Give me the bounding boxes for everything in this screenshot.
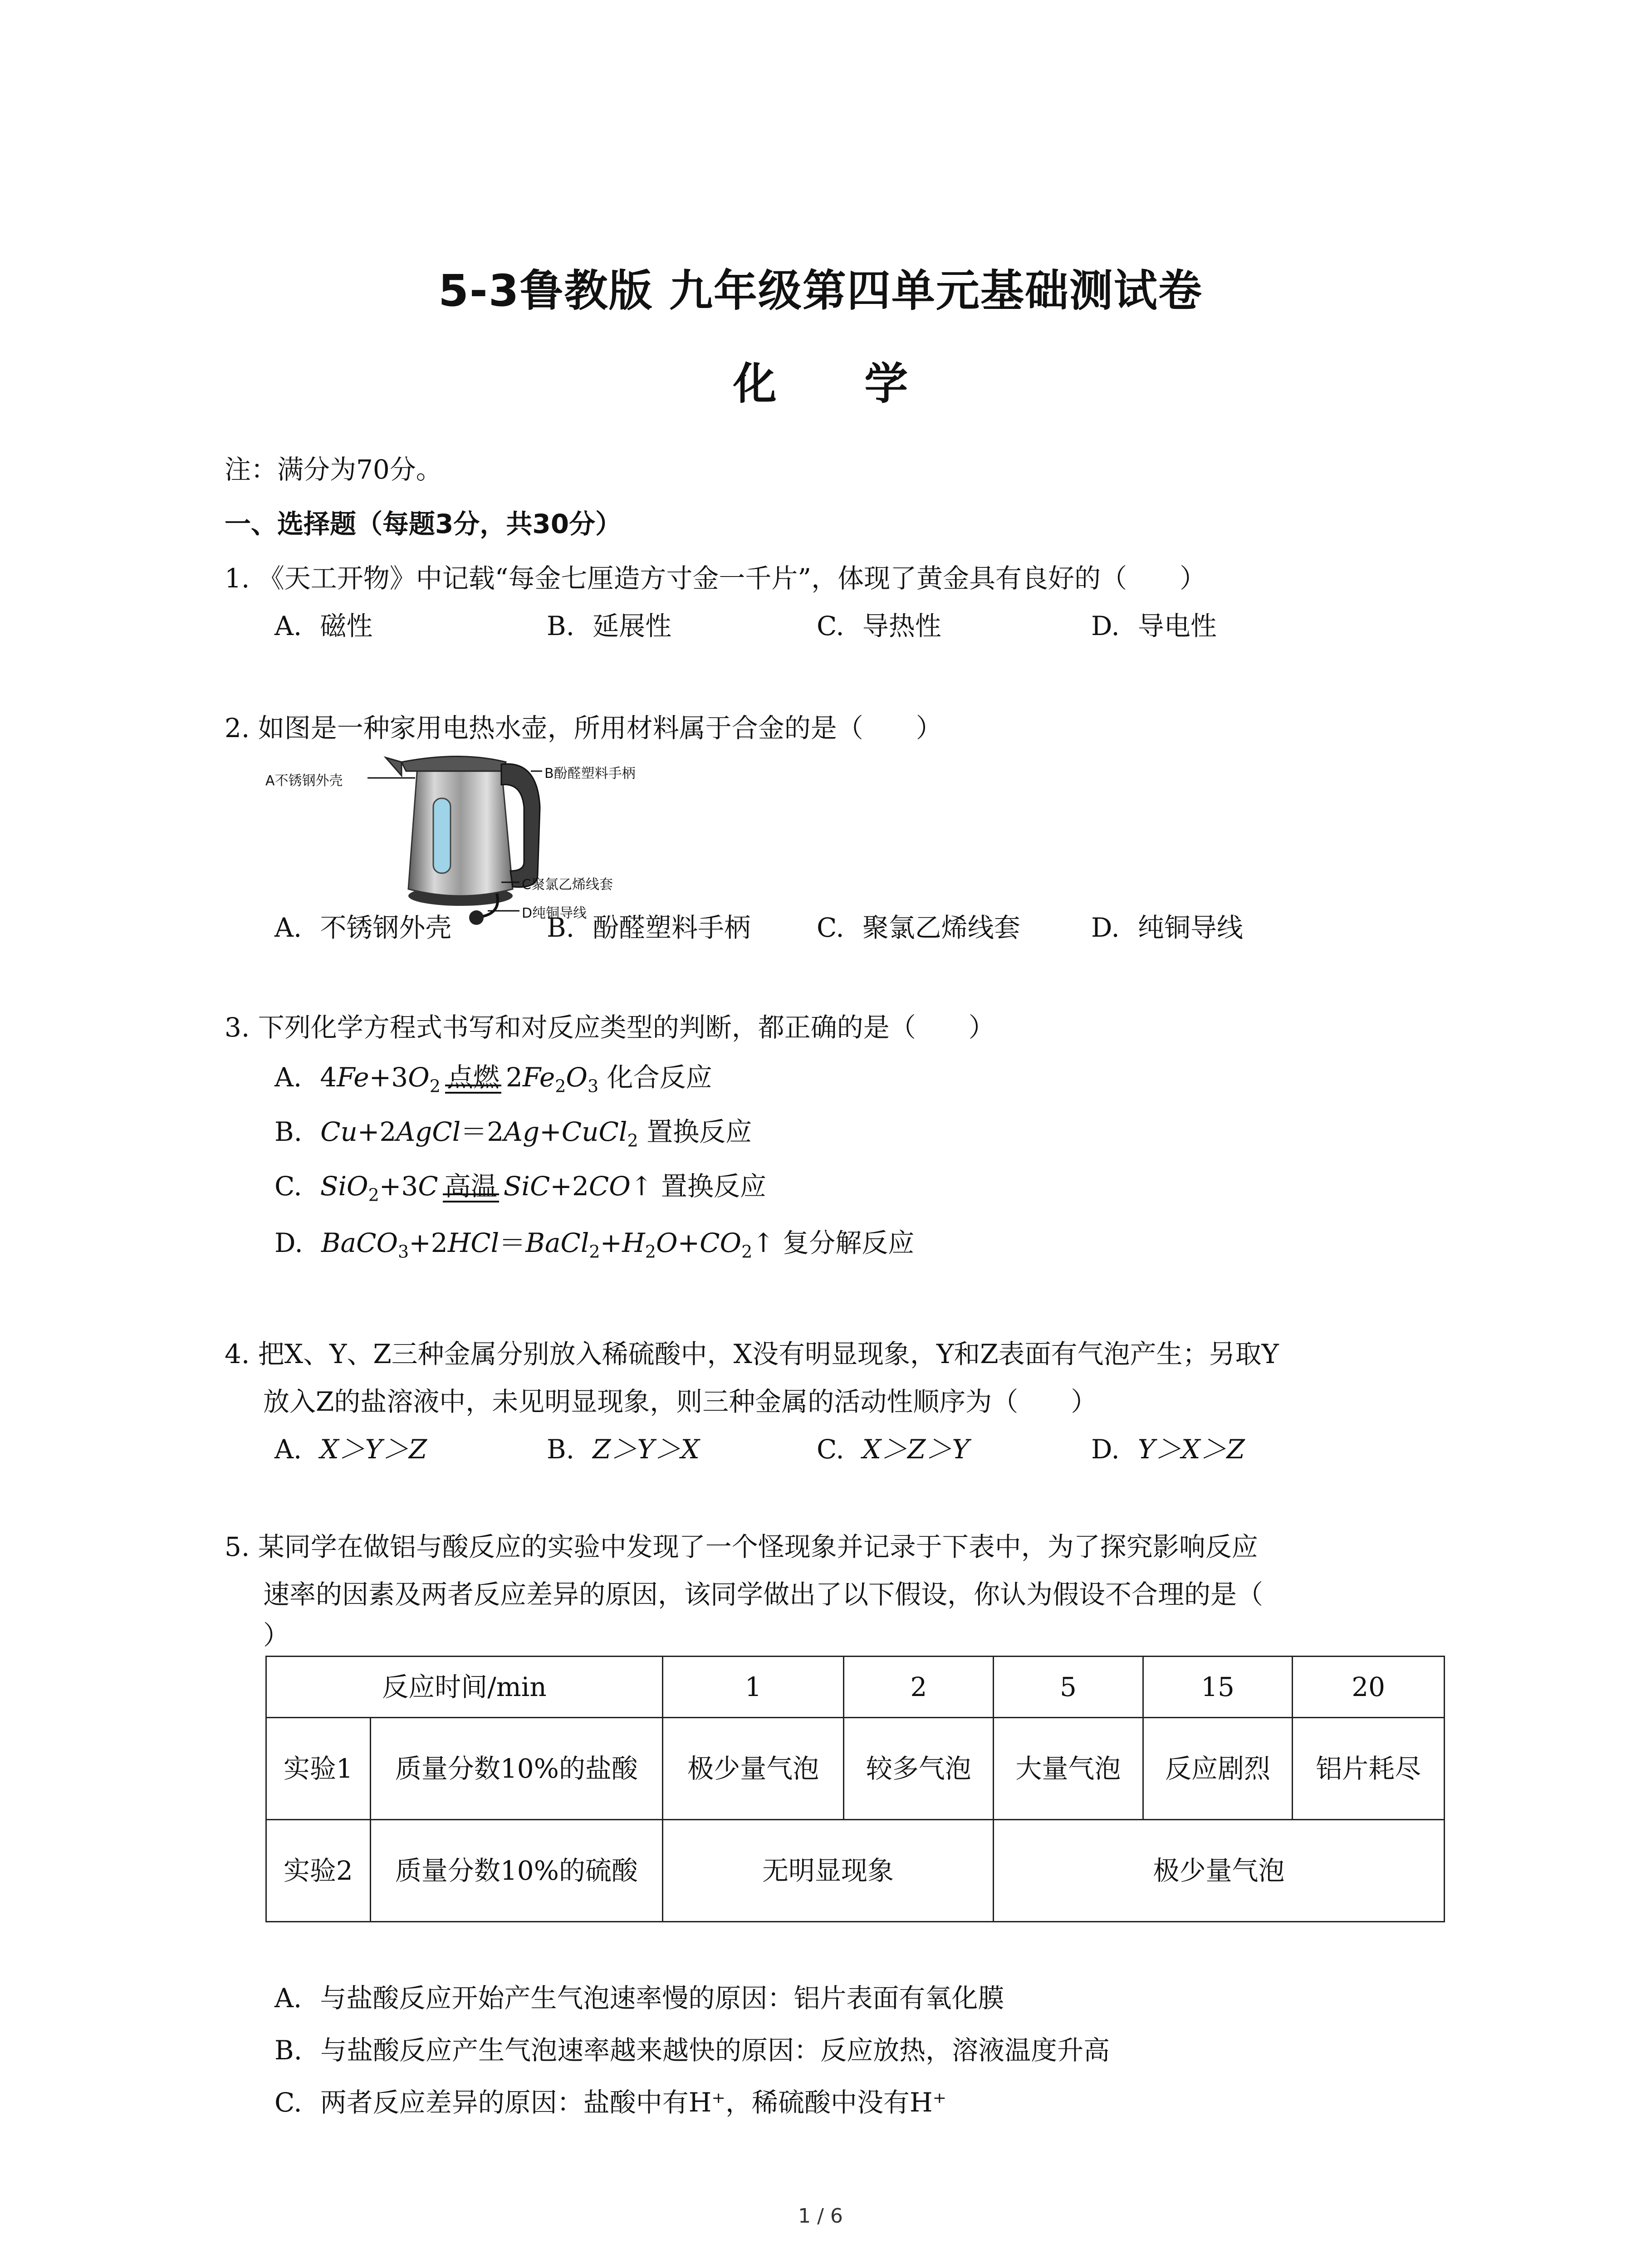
table-cell: 极少量气泡	[662, 1718, 844, 1820]
figure-label-c: C聚氯乙烯线套	[522, 877, 613, 893]
question-text: 如图是一种家用电热水壶，所用材料属于合金的是（ ）	[258, 713, 942, 743]
question-5-line-2: 速率的因素及两者反应差异的原因，该同学做出了以下假设，你认为假设不合理的是（	[263, 1579, 1264, 1610]
table-row	[266, 1718, 1445, 1820]
table-header-time: 反应时间/min	[266, 1657, 663, 1718]
figure-label-b: B酚醛塑料手柄	[544, 766, 636, 782]
table-row	[266, 1820, 1445, 1922]
question-5-line-3: ）	[263, 1620, 290, 1651]
option-d[interactable]: D. Y＞X＞Z	[1091, 1434, 1245, 1465]
question-5-option-a[interactable]: A. 与盐酸反应开始产生气泡速率慢的原因：铝片表面有氧化膜	[274, 1983, 1004, 2014]
option-d[interactable]: D. 导电性	[1091, 611, 1217, 641]
table-cell: 极少量气泡	[994, 1820, 1445, 1922]
question-text-line-1: 把X、Y、Z三种金属分别放入稀硫酸中，X没有明显现象，Y和Z表面有气泡产生；另取Y	[258, 1339, 1279, 1369]
option-a[interactable]: A. 磁性	[274, 611, 373, 641]
question-3-option-c[interactable]: C. SiO$_2$+3C 高温 SiC+2CO↑ 置换反应	[274, 1168, 766, 1213]
kettle-figure	[265, 744, 719, 925]
question-5-option-b[interactable]: B. 与盐酸反应产生气泡速率越来越快的原因：反应放热，溶液温度升高	[274, 2035, 1110, 2066]
table-header-cell: 5	[994, 1657, 1143, 1718]
question-4	[225, 1336, 1279, 1372]
table-cell: 铝片耗尽	[1293, 1718, 1445, 1820]
equation: SiO$_2$+3C 高温 SiC+2CO↑	[320, 1171, 653, 1202]
question-text-line-1: 某同学在做铝与酸反应的实验中发现了一个怪现象并记录于下表中，为了探究影响反应	[258, 1531, 1258, 1562]
question-3	[225, 1009, 995, 1046]
experiment-table	[265, 1656, 1445, 1922]
question-3-option-b[interactable]: B. Cu+2AgCl＝2Ag+CuCl$_2$ 置换反应	[274, 1116, 752, 1151]
figure-label-d: D纯铜导线	[522, 905, 587, 921]
table-cell-acid: 质量分数10%的盐酸	[370, 1718, 662, 1820]
option-c[interactable]: C. 导热性	[817, 611, 941, 641]
question-number: 4.	[225, 1339, 250, 1369]
table-header-row	[266, 1657, 1445, 1718]
question-2	[225, 710, 942, 746]
table-cell: 较多气泡	[844, 1718, 994, 1820]
table-cell: 无明显现象	[662, 1820, 993, 1922]
table-cell: 反应剧烈	[1143, 1718, 1293, 1820]
question-text: 《天工开物》中记载“每金七厘造方寸金一千片”，体现了黄金具有良好的（ ）	[258, 563, 1206, 594]
question-1	[225, 560, 1206, 596]
option-a[interactable]: A. 不锈钢外壳	[274, 912, 452, 943]
equation: Cu+2AgCl＝2Ag+CuCl$_2$	[320, 1116, 638, 1151]
equation: $BaCO_3+2HCl=BaCl_2+H_2O+CO_2↑$	[321, 1227, 774, 1262]
figure-label-a: A不锈钢外壳	[265, 773, 343, 789]
option-c[interactable]: C. 聚氯乙烯线套	[817, 912, 1020, 943]
question-number: 2.	[225, 713, 250, 743]
option-a[interactable]: A. X＞Y＞Z	[274, 1434, 427, 1465]
table-cell: 大量气泡	[994, 1718, 1143, 1820]
question-number: 5.	[225, 1531, 250, 1562]
section-heading-choice: 一、选择题（每题3分，共30分）	[225, 508, 622, 539]
option-b[interactable]: B. 延展性	[547, 611, 672, 641]
option-d[interactable]: D. 纯铜导线	[1091, 912, 1243, 943]
question-5	[225, 1529, 1258, 1565]
question-text: 下列化学方程式书写和对反应类型的判断，都正确的是（ ）	[258, 1012, 995, 1043]
reaction-condition: 点燃	[445, 1059, 501, 1095]
table-cell-exp: 实验1	[266, 1718, 371, 1820]
equation: $4Fe+3O_2$ 点燃 $2Fe_2O_3$	[320, 1062, 598, 1093]
table-cell-exp: 实验2	[266, 1820, 371, 1922]
table-header-cell: 15	[1143, 1657, 1293, 1718]
question-4-line-2: 放入Z的盐溶液中，未见明显现象，则三种金属的活动性顺序为（ ）	[263, 1386, 1097, 1417]
reaction-condition: 高温	[443, 1168, 499, 1204]
page-number: 1 / 6	[798, 2204, 843, 2228]
option-b[interactable]: B. 酚醛塑料手柄	[547, 912, 751, 943]
score-note: 注：满分为70分。	[225, 454, 442, 485]
question-3-option-a[interactable]: A. $4Fe+3O_2$ 点燃 $2Fe_2O_3$ 化合反应	[274, 1059, 712, 1105]
option-b[interactable]: B. Z＞Y＞X	[547, 1434, 700, 1465]
table-cell-acid: 质量分数10%的硫酸	[370, 1820, 662, 1922]
question-5-option-c[interactable]: C. 两者反应差异的原因：盐酸中有H⁺，稀硫酸中没有H⁺	[274, 2087, 947, 2118]
subject-title: 化 学	[733, 358, 945, 409]
table-header-cell: 2	[844, 1657, 994, 1718]
table-header-cell: 1	[662, 1657, 844, 1718]
question-number: 3.	[225, 1012, 250, 1043]
question-3-option-d[interactable]: D. $BaCO_3+2HCl=BaCl_2+H_2O+CO_2↑$ 复分解反应	[274, 1227, 915, 1262]
table-header-cell: 20	[1293, 1657, 1445, 1718]
question-number: 1.	[225, 563, 250, 594]
option-c[interactable]: C. X＞Z＞Y	[817, 1434, 970, 1465]
page-title: 5-3鲁教版 九年级第四单元基础测试卷	[438, 265, 1203, 316]
